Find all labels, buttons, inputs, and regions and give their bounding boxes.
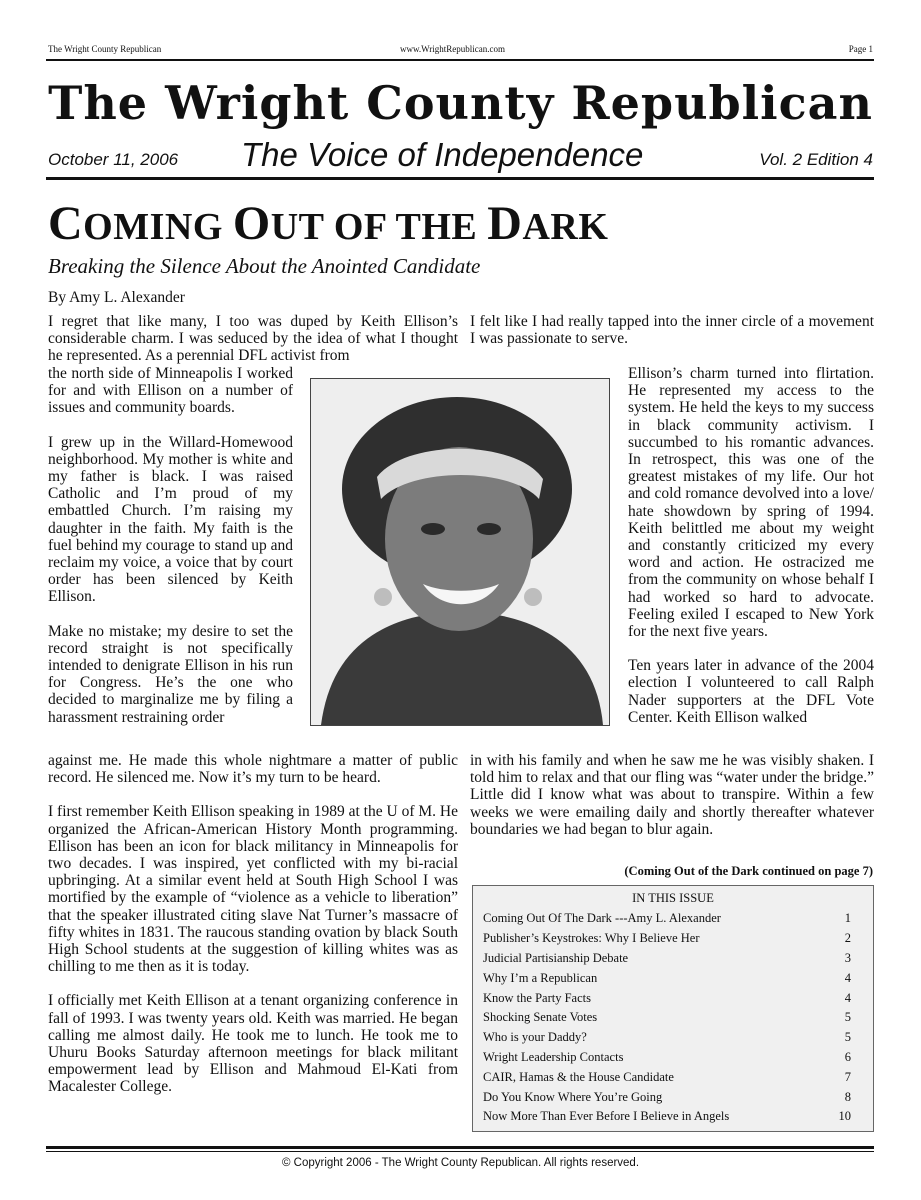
running-header-paper-name: The Wright County Republican [48,44,162,54]
in-this-issue-box [472,885,874,1132]
author-photo [310,378,610,726]
toc-item[interactable]: Now More Than Ever Before I Believe in Angels 10 [483,1109,851,1124]
toc-item[interactable]: Coming Out Of The Dark ---Amy L. Alexander 1 [483,911,851,926]
toc-item[interactable]: Know the Party Facts 4 [483,990,851,1005]
footer-rule-top [46,1146,874,1149]
running-header-url[interactable]: www.WrightRepublican.com [400,44,506,54]
toc-title: IN THIS ISSUE [632,891,714,905]
toc-item[interactable]: Why I’m a Republican 4 [483,970,851,985]
toc-item[interactable]: Judicial Partisianship Debate 3 [483,950,851,965]
toc-item[interactable]: Publisher’s Keystrokes: Why I Believe Her 2 [483,931,851,946]
col1-bottom-text: against me. He made this whole nightmare a matter of public record. He silenced me. Now it’s my turn to be heard. I first remember Keith Ellison speaking in 1989 at the U of M. He organized the African-American History Month programming. Ellison has been an icon for black militancy in Minneapolis for two decades. I was inspired, yet conflicted with my bi-racial upbringing. At a similar event held at South High School I was mortified by the example of “violence as a vehicle to liberation” that the speaker illustrated citing slave Nat Turner’s massacre of fifty whites in 1831. The raucous standing ovation by black South High School students at the suggestion of killing whites was as chilling to me then as it is today. I officially met Keith Ellison at a tenant organizing conference in fall of 1993. I was twenty years old. Keith was married. He began calling me almost daily. He took me to lunch. He took me to Uhuru Books Saturday afternoon meetings for black militant empowerment lead by Ellison and Mahmoud El-Kati from Macalester College. [48,752,458,1096]
header-rule [46,59,874,61]
col1-top-text: I regret that like many, I too was duped by Keith Ellison’s considerable charm. I was seduced by the idea of what I thought he represented. As a perennial DFL activist from [48,313,458,365]
volume-edition: Vol. 2 Edition 4 [759,150,873,169]
col2-top-text: I felt like I had really tapped into the inner circle of a movement I was passionate to serve. [470,313,874,348]
portrait-illustration [311,379,609,725]
col2-beside-photo: Ellison’s charm turned into flirtation. He represented my access to the system. He held the keys to my success in black community activism. I succumbed to his romantic advances. In retrospect, this was one of the greatest mistakes of my life. Our hot and cold romance devolved into a love/ hate showdown by spring of 1994. Keith belittled me about my weight and constantly criticized my every word and action. He ostracized me from the community on whose behalf I had worked so hard to advocate. Feeling exiled I escaped to New York for the next five years. Ten years later in advance of the 2004 election I volunteered to call Ralph Nader supporters at the DFL Vote Center. Keith Ellison walked [628,365,874,726]
byline: By Amy L. Alexander [48,289,185,306]
toc-item[interactable]: Shocking Senate Votes 5 [483,1010,851,1025]
toc-item[interactable]: Do You Know Where You’re Going 8 [483,1089,851,1104]
article-dek: Breaking the Silence About the Anointed Candidate [48,254,481,278]
toc-item[interactable]: Wright Leadership Contacts 6 [483,1049,851,1064]
masthead-title: The Wright County Republican [48,76,873,130]
footer-rule-bottom [46,1151,874,1152]
masthead-rule [46,177,874,180]
col1-beside-photo: the north side of Minneapolis I worked for and with Ellison on a number of issues and community boards. I grew up in the Willard-Homewood neighborhood. My mother is white and my father is black. I was raised Catholic and I’m proud of my embattled Church. I’m raising my daughter in the faith. My faith is the fuel behind my courage to stand up and reclaim my voice, a voice that by court order has been silenced by Keith Ellison. Make no mistake; my desire to set the record straight is not specifically intended to denigrate Ellison in his run for Congress. He’s the one who decided to marginalize me by filing a harassment restraining order [48,365,293,726]
running-header-page: Page 1 [848,44,873,54]
col2-bottom-text: in with his family and when he saw me he was visibly shaken. I told him to relax and that our fling was “water under the bridge.” Little did I know what was about to transpire. Within a few weeks we were emailing daily and shortly thereafter whatever boundaries we had began to blur again. [470,752,874,838]
copyright: © Copyright 2006 - The Wright County Republican. All rights reserved. [281,1157,640,1169]
toc-item[interactable]: Who is your Daddy? 5 [483,1030,851,1045]
issue-date: October 11, 2006 [48,150,179,169]
continued-note: (Coming Out of the Dark continued on page 7) [624,864,873,878]
masthead-tagline: The Voice of Independence [241,136,644,173]
headline: COMING OUT OF THE DARK [48,197,609,250]
toc-item[interactable]: CAIR, Hamas & the House Candidate 7 [483,1069,851,1084]
